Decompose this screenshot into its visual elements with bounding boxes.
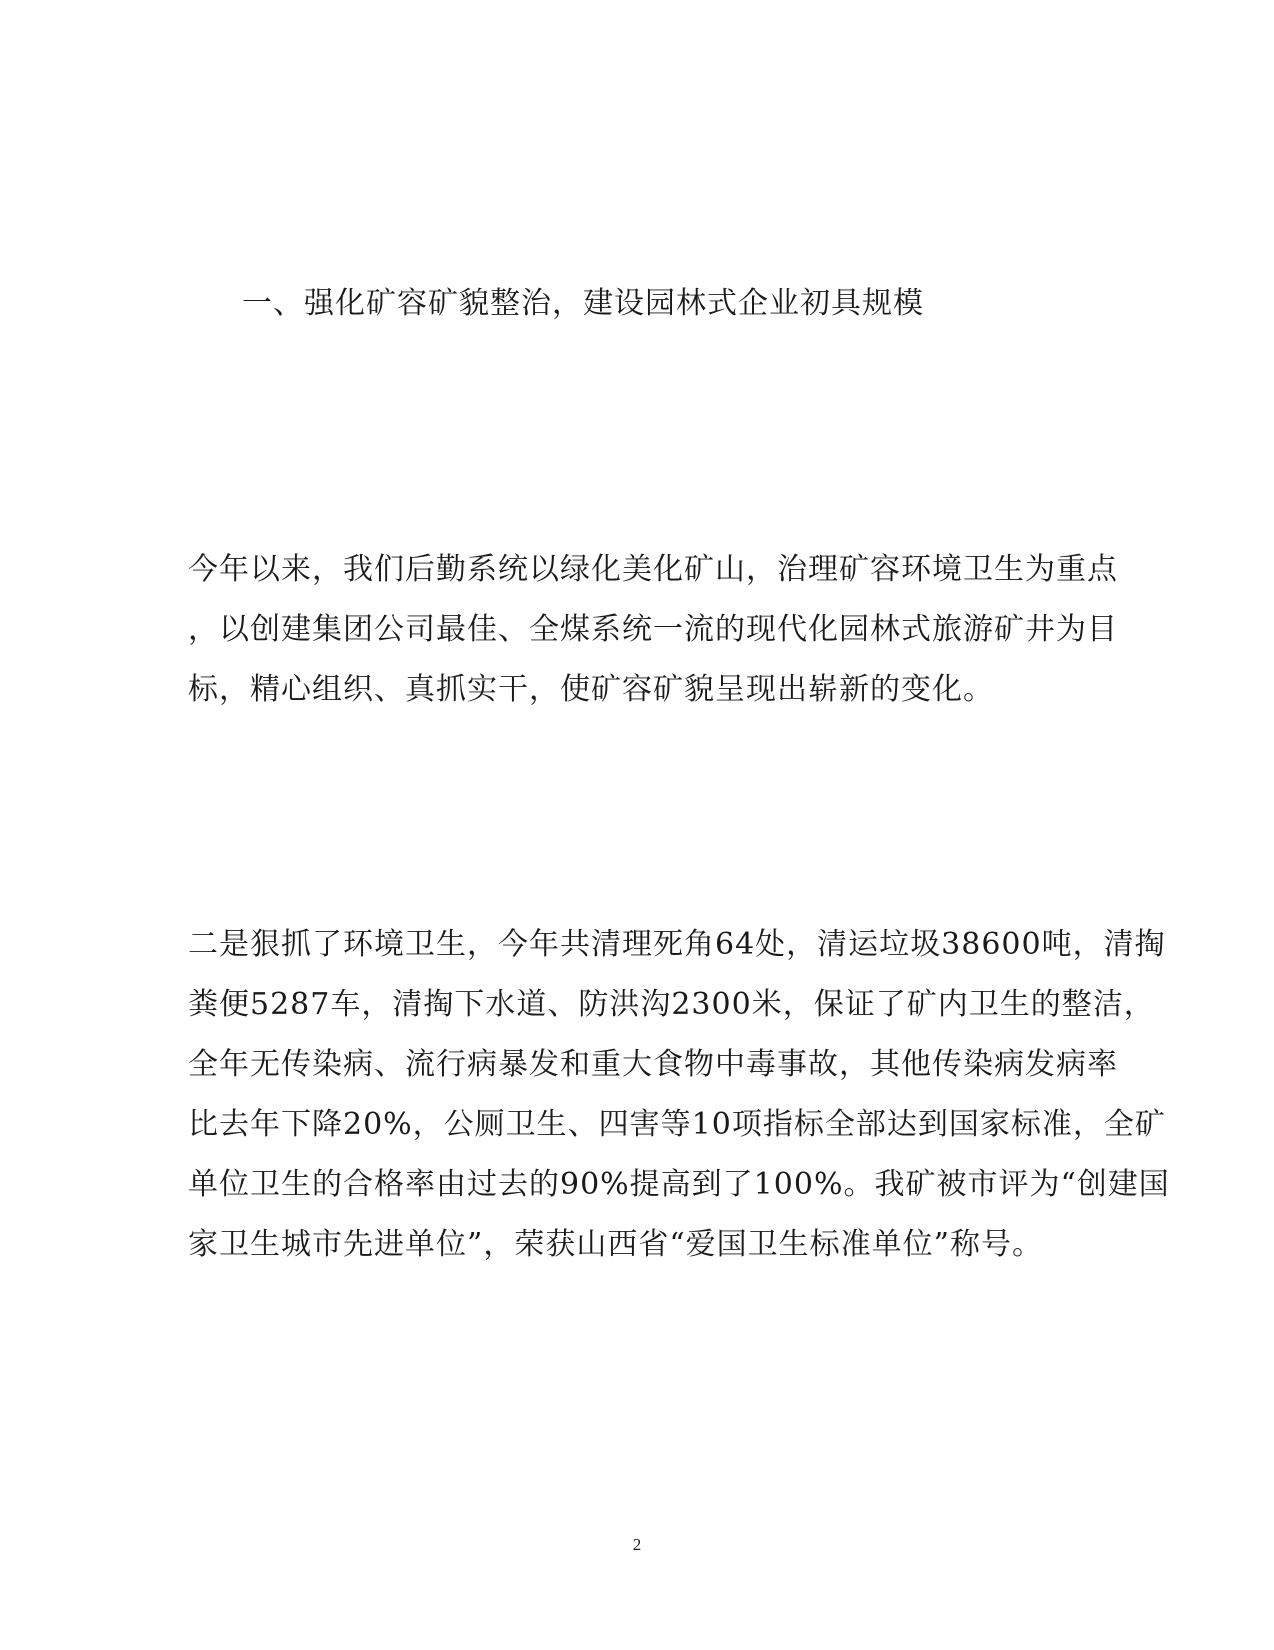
- paragraph-line: 单位卫生的合格率由过去的90%提高到了100%。我矿被市评为“创建国: [188, 1167, 1170, 1202]
- paragraph-line: 粪便5287车，清掏下水道、防洪沟2300米，保证了矿内卫生的整洁，: [188, 987, 1155, 1022]
- page-number: 2: [632, 1535, 642, 1554]
- paragraph-line: 标，精心组织、真抓实干，使矿容矿貌呈现出崭新的变化。: [188, 672, 994, 707]
- paragraph-line: ，以创建集团公司最佳、全煤系统一流的现代化园林式旅游矿井为目: [188, 612, 1118, 647]
- paragraph-line: 今年以来，我们后勤系统以绿化美化矿山，治理矿容环境卫生为重点: [188, 552, 1118, 587]
- paragraph-1: [188, 540, 1118, 720]
- section-heading: 一、强化矿容矿貌整治，建设园林式企业初具规模: [242, 286, 924, 321]
- paragraph-line: 全年无传染病、流行病暴发和重大食物中毒事故，其他传染病发病率: [188, 1047, 1118, 1082]
- paragraph-2: [188, 915, 1170, 1275]
- paragraph-line: 二是狠抓了环境卫生，今年共清理死角64处，清运垃圾38600吨，清掏: [188, 927, 1166, 962]
- paragraph-line: 比去年下降20%，公厕卫生、四害等10项指标全部达到国家标准，全矿: [188, 1107, 1166, 1142]
- paragraph-line: 家卫生城市先进单位”，荣获山西省“爱国卫生标准单位”称号。: [188, 1227, 1044, 1262]
